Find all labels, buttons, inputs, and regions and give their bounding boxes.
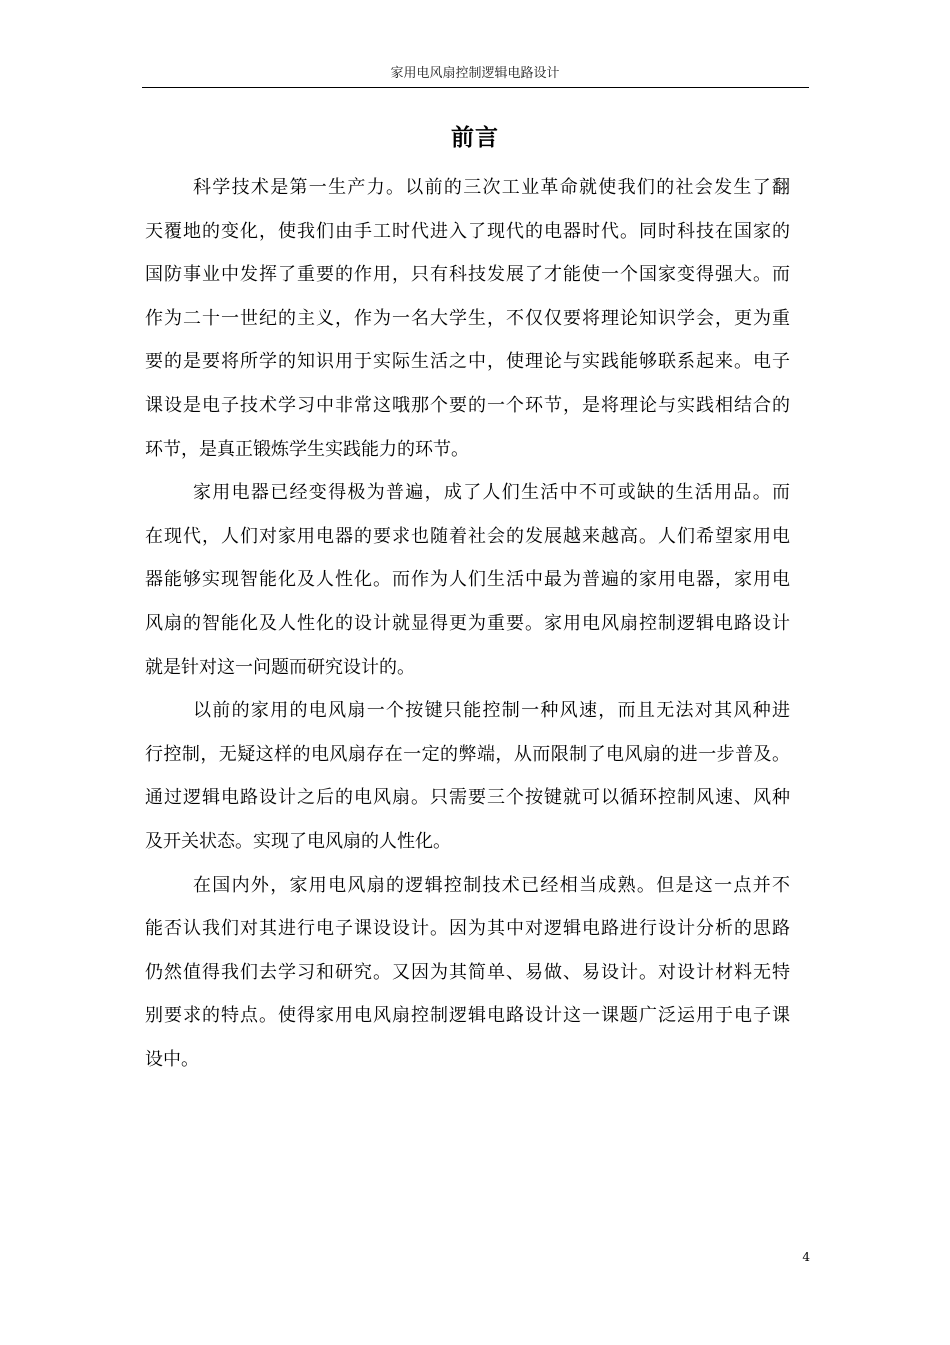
paragraph-line: 器能够实现智能化及人性化。而作为人们生活中最为普遍的家用电器，家用电 xyxy=(145,569,791,591)
paragraph-line: 别要求的特点。使得家用电风扇控制逻辑电路设计这一课题广泛运用于电子课 xyxy=(145,1005,791,1027)
running-header: 家用电风扇控制逻辑电路设计 xyxy=(390,66,560,81)
document-body xyxy=(145,166,790,1081)
paragraph-line: 行控制，无疑这样的电风扇存在一定的弊端，从而限制了电风扇的进一步普及。 xyxy=(145,743,791,765)
paragraph-3 xyxy=(145,689,790,863)
paragraph-line: 就是针对这一问题而研究设计的。 xyxy=(145,656,415,678)
paragraph-line: 在现代，人们对家用电器的要求也随着社会的发展越来越高。人们希望家用电 xyxy=(145,525,791,547)
paragraph-line: 仍然值得我们去学习和研究。又因为其简单、易做、易设计。对设计材料无特 xyxy=(145,961,791,983)
header-divider xyxy=(142,87,809,88)
paragraph-line: 作为二十一世纪的主义，作为一名大学生，不仅仅要将理论知识学会，更为重 xyxy=(145,307,791,329)
paragraph-line: 在国内外，家用电风扇的逻辑控制技术已经相当成熟。但是这一点并不 xyxy=(193,874,792,896)
paragraph-line: 课设是电子技术学习中非常这哦那个要的一个环节，是将理论与实践相结合的 xyxy=(145,394,791,416)
paragraph-line: 及开关状态。实现了电风扇的人性化。 xyxy=(145,830,451,852)
paragraph-line: 天覆地的变化，使我们由手工时代进入了现代的电器时代。同时科技在国家的 xyxy=(145,220,791,242)
page-title: 前言 xyxy=(451,124,499,151)
paragraph-line: 风扇的智能化及人性化的设计就显得更为重要。家用电风扇控制逻辑电路设计 xyxy=(145,612,791,634)
paragraph-line: 国防事业中发挥了重要的作用，只有科技发展了才能使一个国家变得强大。而 xyxy=(145,264,791,286)
paragraph-4 xyxy=(145,864,790,1082)
paragraph-line: 以前的家用的电风扇一个按键只能控制一种风速，而且无法对其风种进 xyxy=(193,700,792,722)
paragraph-2 xyxy=(145,471,790,689)
paragraph-1 xyxy=(145,166,790,471)
paragraph-line: 环节，是真正锻炼学生实践能力的环节。 xyxy=(145,438,469,460)
paragraph-line: 家用电器已经变得极为普遍，成了人们生活中不可或缺的生活用品。而 xyxy=(193,482,792,504)
paragraph-line: 能否认我们对其进行电子课设设计。因为其中对逻辑电路进行设计分析的思路 xyxy=(145,918,791,940)
paragraph-line: 设中。 xyxy=(145,1048,199,1070)
paragraph-line: 要的是要将所学的知识用于实际生活之中，使理论与实践能够联系起来。电子 xyxy=(145,351,791,373)
page-number: 4 xyxy=(802,1250,810,1264)
paragraph-line: 通过逻辑电路设计之后的电风扇。只需要三个按键就可以循环控制风速、风种 xyxy=(145,787,791,809)
paragraph-line: 科学技术是第一生产力。以前的三次工业革命就使我们的社会发生了翻 xyxy=(193,177,792,198)
